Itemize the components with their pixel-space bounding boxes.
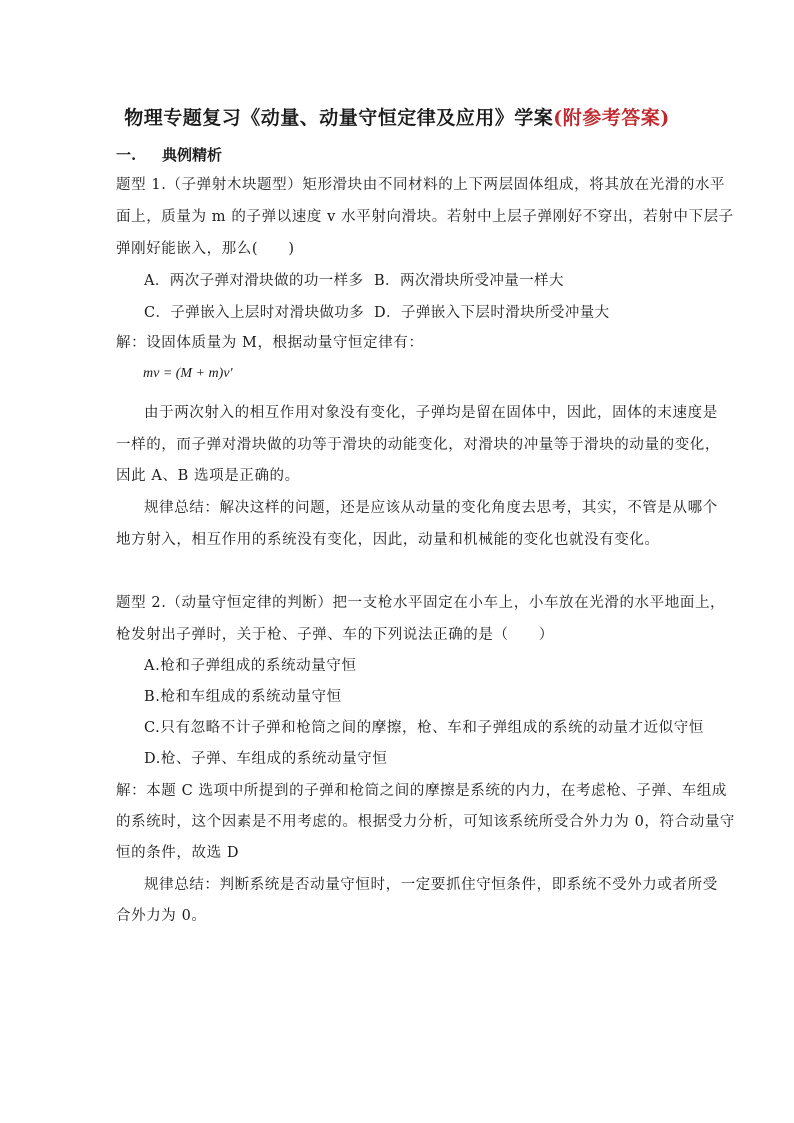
q2-solution-line-3: 恒的条件，故选 D [116,845,240,861]
section-heading [116,144,222,165]
q1-option-a: A．两次子弹对滑块做的功一样多 [144,273,364,289]
q1-explanation-line-3: 因此 A、B 选项是正确的。 [116,468,300,484]
page-title [0,103,794,130]
title-answer-note: (附参考答案) [553,107,670,129]
q1-summary-line-1: 规律总结：解决这样的问题，还是应该从动量的变化角度去思考，其实，不管是从哪个 [144,500,718,516]
q1-summary-line-2: 地方射入，相互作用的系统没有变化，因此，动量和机械能的变化也就没有变化。 [116,532,660,548]
q2-summary-line-1: 规律总结：判断系统是否动量守恒时，一定要抓住守恒条件，即系统不受外力或者所受 [144,877,718,893]
section-number: 一. [116,146,137,164]
q1-option-d: D．子弹嵌入下层时滑块所受冲量大 [374,305,610,321]
section-label: 典例精析 [162,146,223,164]
q1-explanation-line-2: 一样的，而子弹对滑块做的功等于滑块的动能变化，对滑块的冲量等于滑块的动量的变化， [116,437,720,453]
q2-stem-line-1: 题型 2.（动量守恒定律的判断）把一支枪水平固定在小车上，小车放在光滑的水平地面上， [116,595,726,611]
q2-option-a: A.枪和子弹组成的系统动量守恒 [144,658,357,674]
q1-solution-intro: 解：设固体质量为 M，根据动量守恒定律有： [116,335,424,351]
q1-option-c: C．子弹嵌入上层时对滑块做功多 [144,305,365,321]
q2-option-c: C.只有忽略不计子弹和枪筒之间的摩擦，枪、车和子弹组成的系统的动量才近似守恒 [144,720,704,736]
q1-stem-line-1: 题型 1.（子弹射木块题型）矩形滑块由不同材料的上下两层固体组成，将其放在光滑的水平 [116,177,726,193]
q1-stem-line-3: 弹刚好能嵌入，那么( ) [116,241,295,257]
q2-solution-line-1: 解：本题 C 选项中所提到的子弹和枪筒之间的摩擦是系统的内力，在考虑枪、子弹、车组成 [116,783,728,799]
title-main: 物理专题复习《动量、动量守恒定律及应用》学案 [124,107,554,129]
q2-option-b: B.枪和车组成的系统动量守恒 [144,689,342,705]
q2-summary-line-2: 合外力为 0。 [116,908,207,924]
q1-stem-line-2: 面上，质量为 m 的子弹以速度 v 水平射向滑块。若射中上层子弹刚好不穿出，若射中下层子 [116,209,734,225]
q1-option-b: B．两次滑块所受冲量一样大 [374,273,564,289]
q1-momentum-formula: mv = (M + m)v' [143,366,233,381]
q1-options-row-1 [144,269,564,290]
q2-option-d: D.枪、子弹、车组成的系统动量守恒 [144,751,388,767]
q2-stem-line-2: 枪发射出子弹时，关于枪、子弹、车的下列说法正确的是（ ） [116,627,554,643]
q1-options-row-2 [144,301,610,322]
q2-solution-line-2: 的系统时，这个因素是不用考虑的。根据受力分析，可知该系统所受合外力为 0，符合动量守 [116,814,736,830]
q1-explanation-line-1: 由于两次射入的相互作用对象没有变化，子弹均是留在固体中，因此，固体的末速度是 [144,405,718,421]
